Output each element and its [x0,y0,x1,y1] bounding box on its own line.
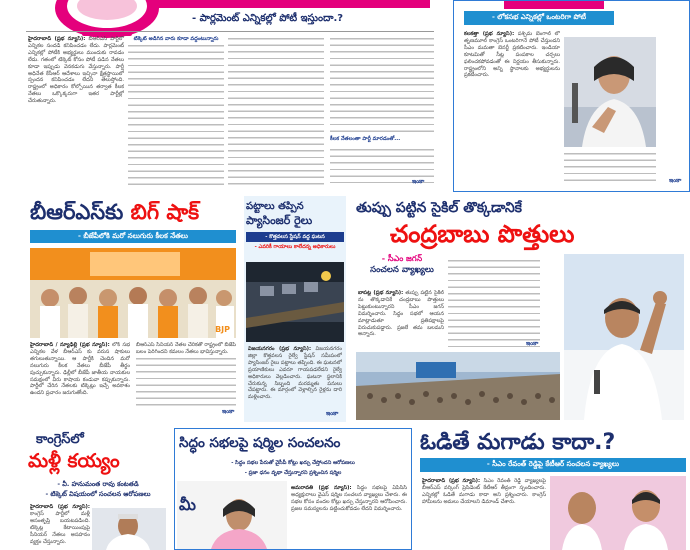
sharmila-text [291,485,407,547]
brs-more-link[interactable]: ఇంకా [222,408,235,415]
congress-story [0,428,170,550]
ktr-photo [550,476,686,550]
lead-headline-strip [150,0,430,8]
train-more-link[interactable]: ఇంకా [326,410,339,417]
congress-sub-1: - వీ. హనుమంత రావు కంటతడి [57,480,139,488]
brs-headline-b: బిగ్ షాక్ [130,200,200,224]
brs-column-2-fill [136,356,236,406]
brs-story [0,196,242,422]
train-sub-2: - ఎవరికీ గాయాలు కాలేదన్న అధికారులు [254,244,336,250]
train-byline: విజయనగరం (ప్రభ న్యూస్): [248,346,312,352]
brs-subhead: - బీజేపీలోకి మరో నలుగురు కీలక నేతలు [30,230,236,243]
party-logo [52,0,162,40]
brs-body-2: బీఆర్ఎస్ సీనియర్ నేతల చేరికతో రాష్ట్రంలో బీజేపీ బలం పెరిగిందని కమలం నేతలు భావిస్తున్నారు. [136,342,236,355]
ktr-headline: ఓడితే మగాడు కాదా.? [420,430,616,455]
sharmila-sub-2: - ప్రజా ధనం వృథా చేస్తున్నారని ప్రశ్నించిన షర్మిల [244,470,342,476]
mamata-text-2 [564,151,656,181]
congress-text [30,504,90,550]
cbn-sub-2: సంచలన వ్యాఖ్యలు [370,265,434,275]
rally-photo [356,352,560,420]
cbn-headline-2: చంద్రబాబు పొత్తులు [390,220,575,248]
congress-sub-2: - టిక్కెట్ విషయంలో సంచలన ఆరోపణలు [45,490,151,498]
cbn-more-link[interactable]: ఇంకా [526,340,539,347]
brs-byline: హైదరాబాద్ / న్యూఢిల్లీ (ప్రభ న్యూస్): [30,342,110,348]
cbn-body: తుప్పు పట్టిన సైకిల్ ను తొక్కడానికే చంద్రబాబు పొత్తులు పెట్టుకుంటున్నారని సీఎం జగన్ విమర్శించారు. సిద్ధం సభలో ఆయన మాట్లాడుతూ ప్రతిపక్షాలపై విరుచుకుపడ్డారు. ప్రజలే తమ బలమని అన్నారు. [358,290,444,338]
cbn-story [350,196,690,422]
sharmila-photo [177,481,287,549]
sharmila-body: సిద్ధం సభలపై ఏపీసీసీ అధ్యక్షురాలు వైఎస్ షర్మిల సంచలన వ్యాఖ్యలు చేశారు. ఈ సభల కోసం వందల కోట్లు ఖర్చు చేస్తున్నారని ఆరోపించారు. ప్రజల సమస్యలను పట్టించుకోవడం లేదని విమర్శించారు. [291,485,407,512]
lead-divider [26,31,434,32]
lead-subhead: - పార్లమెంట్ ఎన్నికల్లో పోటీ ఇస్తుందా.? [192,13,344,24]
train-headline-1: పట్టాలు తప్పిన [246,201,304,212]
congress-body: కాంగ్రెస్ పార్టీలో మళ్లీ అసంతృప్తి బయటపడింది. టిక్కెట్ల కేటాయింపుపై సీనియర్ నేతలు అసహనం వ్యక్తం చేస్తున్నారు. [30,510,90,545]
train-body-2: ఈ మార్గంలో వెళ్లాల్సిన రైళ్లను దారి మళ్లించారు. [248,387,342,401]
hanumantha-rao-photo [92,508,166,550]
lead-column-2-fill [128,43,224,185]
lead-column-2 [128,36,224,188]
cbn-subs [360,254,444,284]
brs-column-1 [30,342,130,418]
lead-column-1 [28,36,124,188]
lead-more-link[interactable]: ఇంకా [412,178,425,185]
mamata-text [464,31,560,185]
congress-byline: హైదరాబాద్ (ప్రభ న్యూస్): [30,504,90,510]
mamata-tagline: - లోకసభ ఎన్నికల్లో ఒంటరిగా పోటీ [464,11,614,25]
ktr-subhead: - సీఎం రేవంత్ రెడ్డిపై కేటీఆర్ సంచలన వ్యాఖ్యలు [420,458,686,472]
lead-footer: కీలక నేతలంతా పార్టీ మారడంతో... [330,136,401,142]
train-photo [246,262,344,342]
lead-body: బీఆర్ఎస్ పార్టీలో ఎన్నికల సందడి కనిపించడం లేదు. పార్లమెంట్ ఎన్నికల్లో పోటీకి అభ్యర్థులు ముందుకు రావడం లేదు. గతంలో టిక్కెట్ కోసం పోటీ పడిన నేతలు కూడా ఇప్పుడు వెనకడుగు వేస్తున్నారు. పార్టీ అధినేత కేసీఆర్ ఆదేశాలు ఇచ్చినా క్షేత్రస్థాయిలో స్పందన కనిపించడం లేదని తెలుస్తోంది. రాష్ట్రంలో అధికారం కోల్పోయిన తర్వాత కీలక నేతలు ఒక్కొక్కరుగా ఇతర పార్టీల్లో చేరుతున్నారు. [28,36,124,105]
ktr-byline: హైదరాబాద్ (ప్రభ న్యూస్): [422,478,481,484]
mamata-story [453,0,690,192]
brs-photo [30,248,236,338]
train-text [248,346,342,412]
sharmila-story [174,428,412,550]
mamata-photo [564,37,656,147]
ktr-story [416,428,690,550]
ktr-body: సీఎం రేవంత్ రెడ్డి వ్యాఖ్యలపై బీఆర్ఎస్ వర్కింగ్ ప్రెసిడెంట్ కేటీఆర్ తీవ్రంగా స్పందించారు. ఎన్నికల్లో ఓడితే మగాడు కాదా అని ప్రశ్నించారు. కాంగ్రెస్ హామీలను అమలు చేయాలని డిమాండ్ చేశారు. [422,478,546,505]
mamata-headline-strip [504,1,604,9]
lead-byline: హైదరాబాద్ (ప్రభ న్యూస్): [28,36,86,42]
sharmila-byline: అమరావతి (ప్రభ న్యూస్): [291,485,352,491]
train-body: విజయనగరం జిల్లా కొత్తవలస రైల్వే స్టేషన్ సమీపంలో ప్యాసింజర్ రైలు పట్టాలు తప్పింది. ఈ ఘటనలో ప్రయాణికులు ఎవరూ గాయపడలేదని రైల్వే అధికారులు వెల్లడించారు. ఘటనా స్థలానికి చేరుకున్న సిబ్బంది మరమ్మతు పనులు చేపట్టారు. [248,346,342,394]
brs-photo-logo: BJP [215,325,230,334]
cbn-column-1 [358,290,444,346]
train-headline-2: ప్యాసింజర్ రైలు [246,214,313,227]
congress-headline-1: కాంగ్రెస్‌లో [36,432,84,447]
congress-headline-2: మళ్లీ కయ్యం [28,450,120,472]
lead-column-4 [330,36,434,188]
brs-headline-a: బీఆర్ఎస్‌కు [30,200,124,224]
cbn-byline: బాపట్ల (ప్రభ న్యూస్): [358,290,404,296]
ktr-text [422,478,546,548]
train-sub-1: - కొత్తవలస స్టేషన్ వద్ద ఘటన [246,232,344,242]
cbn-sub-1: - సీఎం జగన్ [381,254,423,263]
sharmila-sub-1: - సిద్ధం సభల పేరుతో వైసీపీ కోట్లు ఖర్చు చేస్తోందని ఆరోపణలు [231,460,355,466]
jagan-photo [564,254,684,420]
sharmila-headline: సిద్ధం సభలపై షర్మిల సంచలనం [179,435,341,451]
cbn-headline-1: తుప్పు పట్టిన సైకిల్ తొక్కడానికే [356,200,522,216]
lead-highlight: టిక్కెట్ అడిగిన వారు కూడా వద్దంటున్నారు [133,36,219,42]
lead-column-3 [228,36,324,188]
lead-column-4-fill [330,36,434,132]
mamata-body: పశ్చిమ బెంగాల్ లో తృణమూల్ కాంగ్రెస్ ఒంటరిగానే పోటీ చేస్తుందని సీఎం మమతా బెనర్జీ ప్రకటించారు. ఇండియా కూటమితో సీట్ల పంపకాల చర్చలు ఫలించకపోవడంతో ఈ నిర్ణయం తీసుకున్నారు. రాష్ట్రంలోని అన్ని స్థానాలకు అభ్యర్థులను ప్రకటించారు. [464,31,560,79]
brs-headline [30,200,240,230]
brs-body: లోక్ సభ ఎన్నికల వేళ బీఆర్ఎస్ కు వరుస షాకులు తగులుతున్నాయి. ఆ పార్టీకి చెందిన మరో నలుగురు కీలక నేతలు బీజేపీ తీర్థం పుచ్చుకున్నారు. ఢిల్లీలో బీజేపీ జాతీయ నాయకుల సమక్షంలో వీరు కాషాయ కండువా కప్పుకున్నారు. పార్టీలో చేరిన నేతలకు టిక్కెట్లు ఇచ్చే అవకాశం ఉందని ప్రచారం జరుగుతోంది. [30,342,130,397]
cbn-column-2 [448,258,540,350]
sharmila-photo-text: మీ [179,495,196,514]
brs-column-2 [136,342,236,418]
mamata-byline: కలకత్తా (ప్రభ న్యూస్): [464,31,515,37]
train-story [244,196,346,422]
lead-story [0,0,440,192]
mamata-more-link[interactable]: ఇంకా [669,177,682,184]
